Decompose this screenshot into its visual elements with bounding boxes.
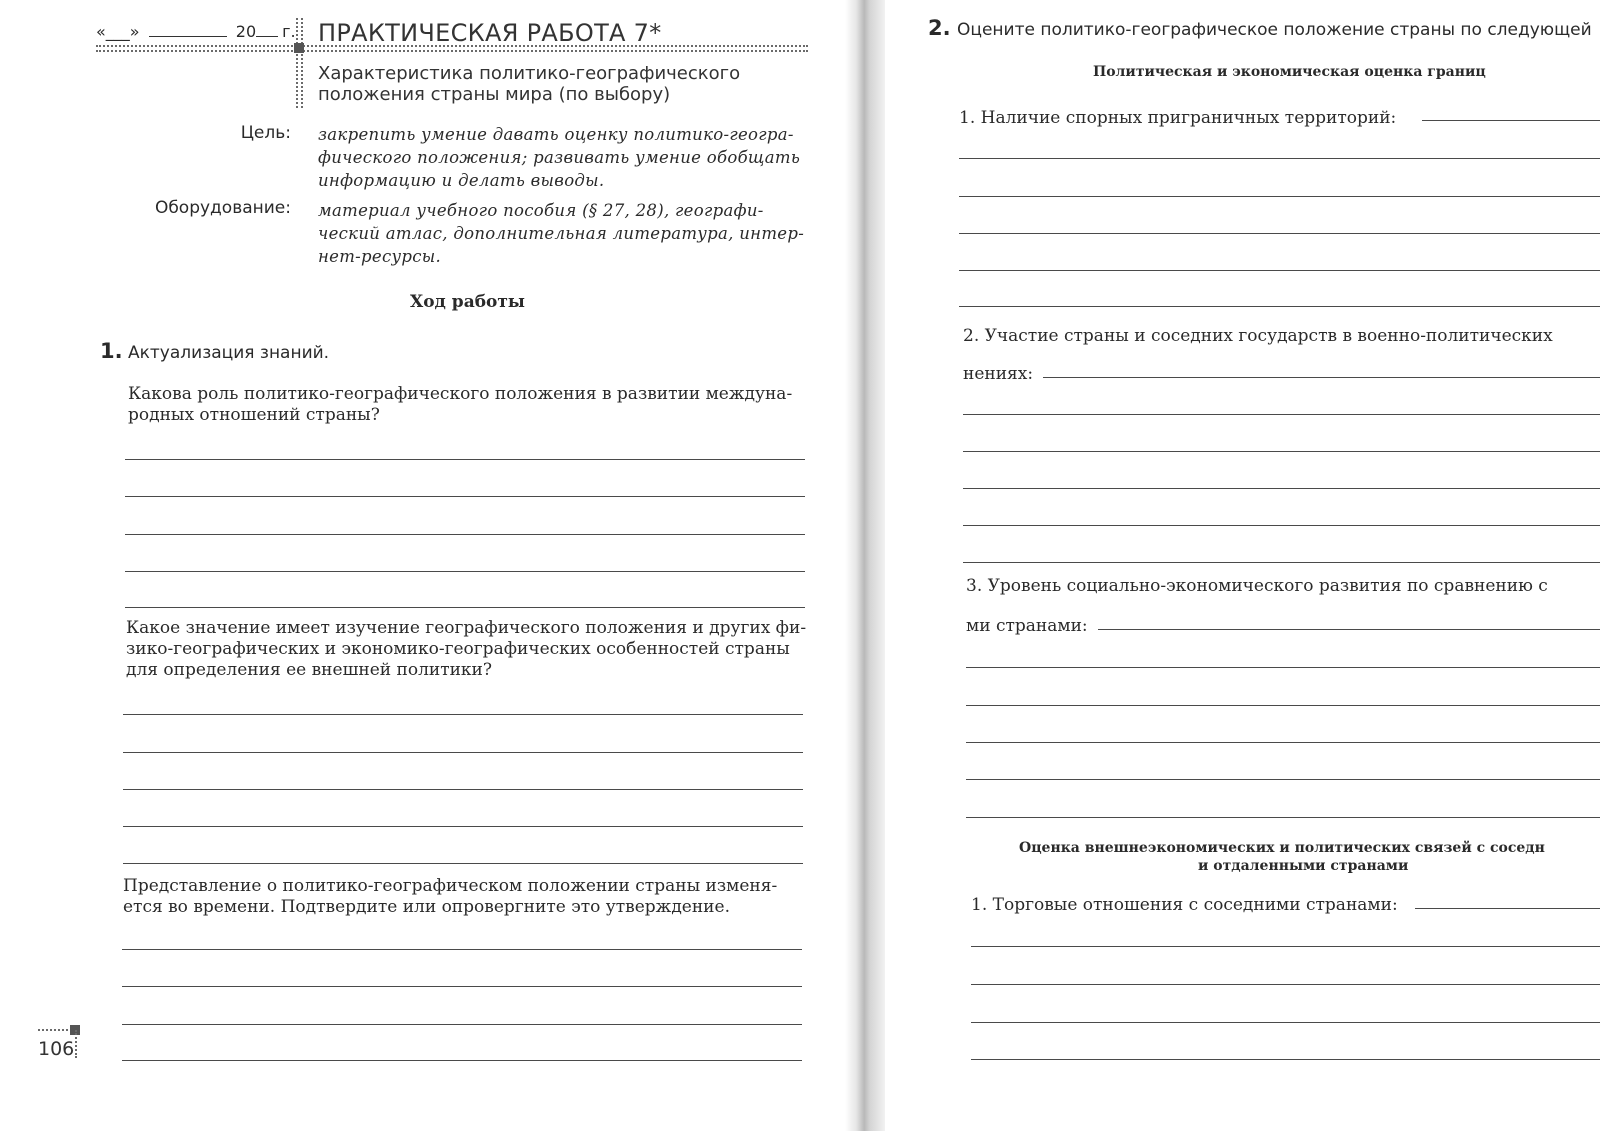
date-month-blank[interactable] xyxy=(149,36,227,37)
answer-line[interactable] xyxy=(966,779,1600,780)
answer-line[interactable] xyxy=(122,986,802,987)
subtitle-line-1: Характеристика политико-географического xyxy=(318,63,741,84)
answer-line[interactable] xyxy=(125,496,805,497)
equipment-line: материал учебного пособия (§ 27, 28), географи- xyxy=(318,201,764,220)
answer-line[interactable] xyxy=(1422,120,1600,121)
question-line: зико-географических и экономико-географических особенностей страны xyxy=(126,639,790,659)
answer-line[interactable] xyxy=(959,233,1600,234)
question-3 xyxy=(123,876,823,918)
item-socioeconomic-level-cont: ми странами: xyxy=(966,616,1088,636)
answer-line[interactable] xyxy=(122,949,802,950)
answer-line[interactable] xyxy=(963,414,1600,415)
answer-line[interactable] xyxy=(123,714,803,715)
answer-line[interactable] xyxy=(122,1060,802,1061)
subtitle-line-2: положения страны мира (по выбору) xyxy=(318,84,671,105)
item-military-alliances-cont: нениях: xyxy=(963,364,1034,384)
question-line: Представление о политико-географическом положении страны изменя- xyxy=(123,876,778,896)
answer-line[interactable] xyxy=(125,607,805,608)
answer-line[interactable] xyxy=(122,1024,802,1025)
task1-number: 1. xyxy=(100,339,123,363)
progress-heading: Ход работы xyxy=(410,292,525,312)
answer-line[interactable] xyxy=(971,984,1600,985)
goal-line: закрепить умение давать оценку политико-геогра- xyxy=(318,125,794,144)
equipment-line: нет-ресурсы. xyxy=(318,247,442,266)
item-trade-relations: 1. Торговые отношения с соседними странами: xyxy=(971,895,1398,915)
task1-title: Актуализация знаний. xyxy=(128,343,330,363)
answer-line[interactable] xyxy=(125,459,805,460)
answer-line[interactable] xyxy=(963,525,1600,526)
work-subtitle xyxy=(318,63,740,105)
item-military-alliances: 2. Участие страны и соседних государств в военно-политических xyxy=(963,326,1553,346)
book-spine-shadow xyxy=(845,0,885,1131)
question-line: ется во времени. Подтвердите или опровергните это утверждение. xyxy=(123,897,730,917)
question-2 xyxy=(126,618,826,681)
answer-line[interactable] xyxy=(971,1059,1600,1060)
answer-line[interactable] xyxy=(1043,377,1600,378)
item-disputed-territories: 1. Наличие спорных приграничных территорий: xyxy=(959,108,1397,128)
page-number: 106 xyxy=(38,1038,75,1060)
section2-heading: Оценка внешнеэкономических и политических связей с соседн xyxy=(1019,840,1545,856)
answer-line[interactable] xyxy=(971,1022,1600,1023)
answer-line[interactable] xyxy=(963,488,1600,489)
equipment-line: ческий атлас, дополнительная литература, интер- xyxy=(318,224,805,243)
page-number-vrule xyxy=(75,1030,77,1058)
date-day: «___» xyxy=(96,22,140,41)
task2-title: Оцените политико-географическое положение страны по следующей xyxy=(957,20,1592,40)
answer-line[interactable] xyxy=(123,863,803,864)
answer-line[interactable] xyxy=(966,817,1600,818)
answer-line[interactable] xyxy=(966,667,1600,668)
title-rule-bottom xyxy=(96,50,808,52)
goal-line: фического положения; развивать умение обобщать xyxy=(318,148,801,167)
answer-line[interactable] xyxy=(1415,908,1600,909)
right-page xyxy=(885,0,1600,1131)
title-vrule-1 xyxy=(296,18,298,108)
answer-line[interactable] xyxy=(959,270,1600,271)
answer-line[interactable] xyxy=(963,451,1600,452)
page-title: ПРАКТИЧЕСКАЯ РАБОТА 7* xyxy=(318,19,662,47)
goal-line: информацию и делать выводы. xyxy=(318,171,605,190)
date-year-blank[interactable] xyxy=(256,36,278,37)
title-corner-marker xyxy=(294,43,304,53)
answer-line[interactable] xyxy=(971,946,1600,947)
question-line: Какова роль политико-географического положения в развитии междуна- xyxy=(128,384,793,404)
answer-line[interactable] xyxy=(966,742,1600,743)
date-suffix: г. xyxy=(282,22,296,41)
answer-line[interactable] xyxy=(123,789,803,790)
answer-line[interactable] xyxy=(123,826,803,827)
question-line: родных отношений страны? xyxy=(128,405,380,425)
item-socioeconomic-level: 3. Уровень социально-экономического развития по сравнению с xyxy=(966,576,1548,596)
title-vrule-2 xyxy=(301,18,303,108)
task2-number: 2. xyxy=(928,16,951,40)
question-line: Какое значение имеет изучение географического положения и других фи- xyxy=(126,618,807,638)
answer-line[interactable] xyxy=(959,158,1600,159)
question-line: для определения ее внешней политики? xyxy=(126,660,492,680)
equipment-label: Оборудование: xyxy=(154,198,291,218)
section1-heading: Политическая и экономическая оценка границ xyxy=(1093,64,1486,80)
equipment-text xyxy=(318,199,818,268)
question-1 xyxy=(128,384,818,426)
section2-heading-cont: и отдаленными странами xyxy=(1198,858,1409,874)
answer-line[interactable] xyxy=(966,705,1600,706)
answer-line[interactable] xyxy=(959,306,1600,307)
goal-text xyxy=(318,123,818,192)
answer-line[interactable] xyxy=(963,562,1600,563)
answer-line[interactable] xyxy=(125,534,805,535)
goal-label: Цель: xyxy=(240,123,291,143)
answer-line[interactable] xyxy=(123,752,803,753)
date-field xyxy=(96,22,296,41)
answer-line[interactable] xyxy=(125,571,805,572)
answer-line[interactable] xyxy=(959,196,1600,197)
date-year-prefix: 20 xyxy=(235,22,257,41)
answer-line[interactable] xyxy=(1098,629,1600,630)
